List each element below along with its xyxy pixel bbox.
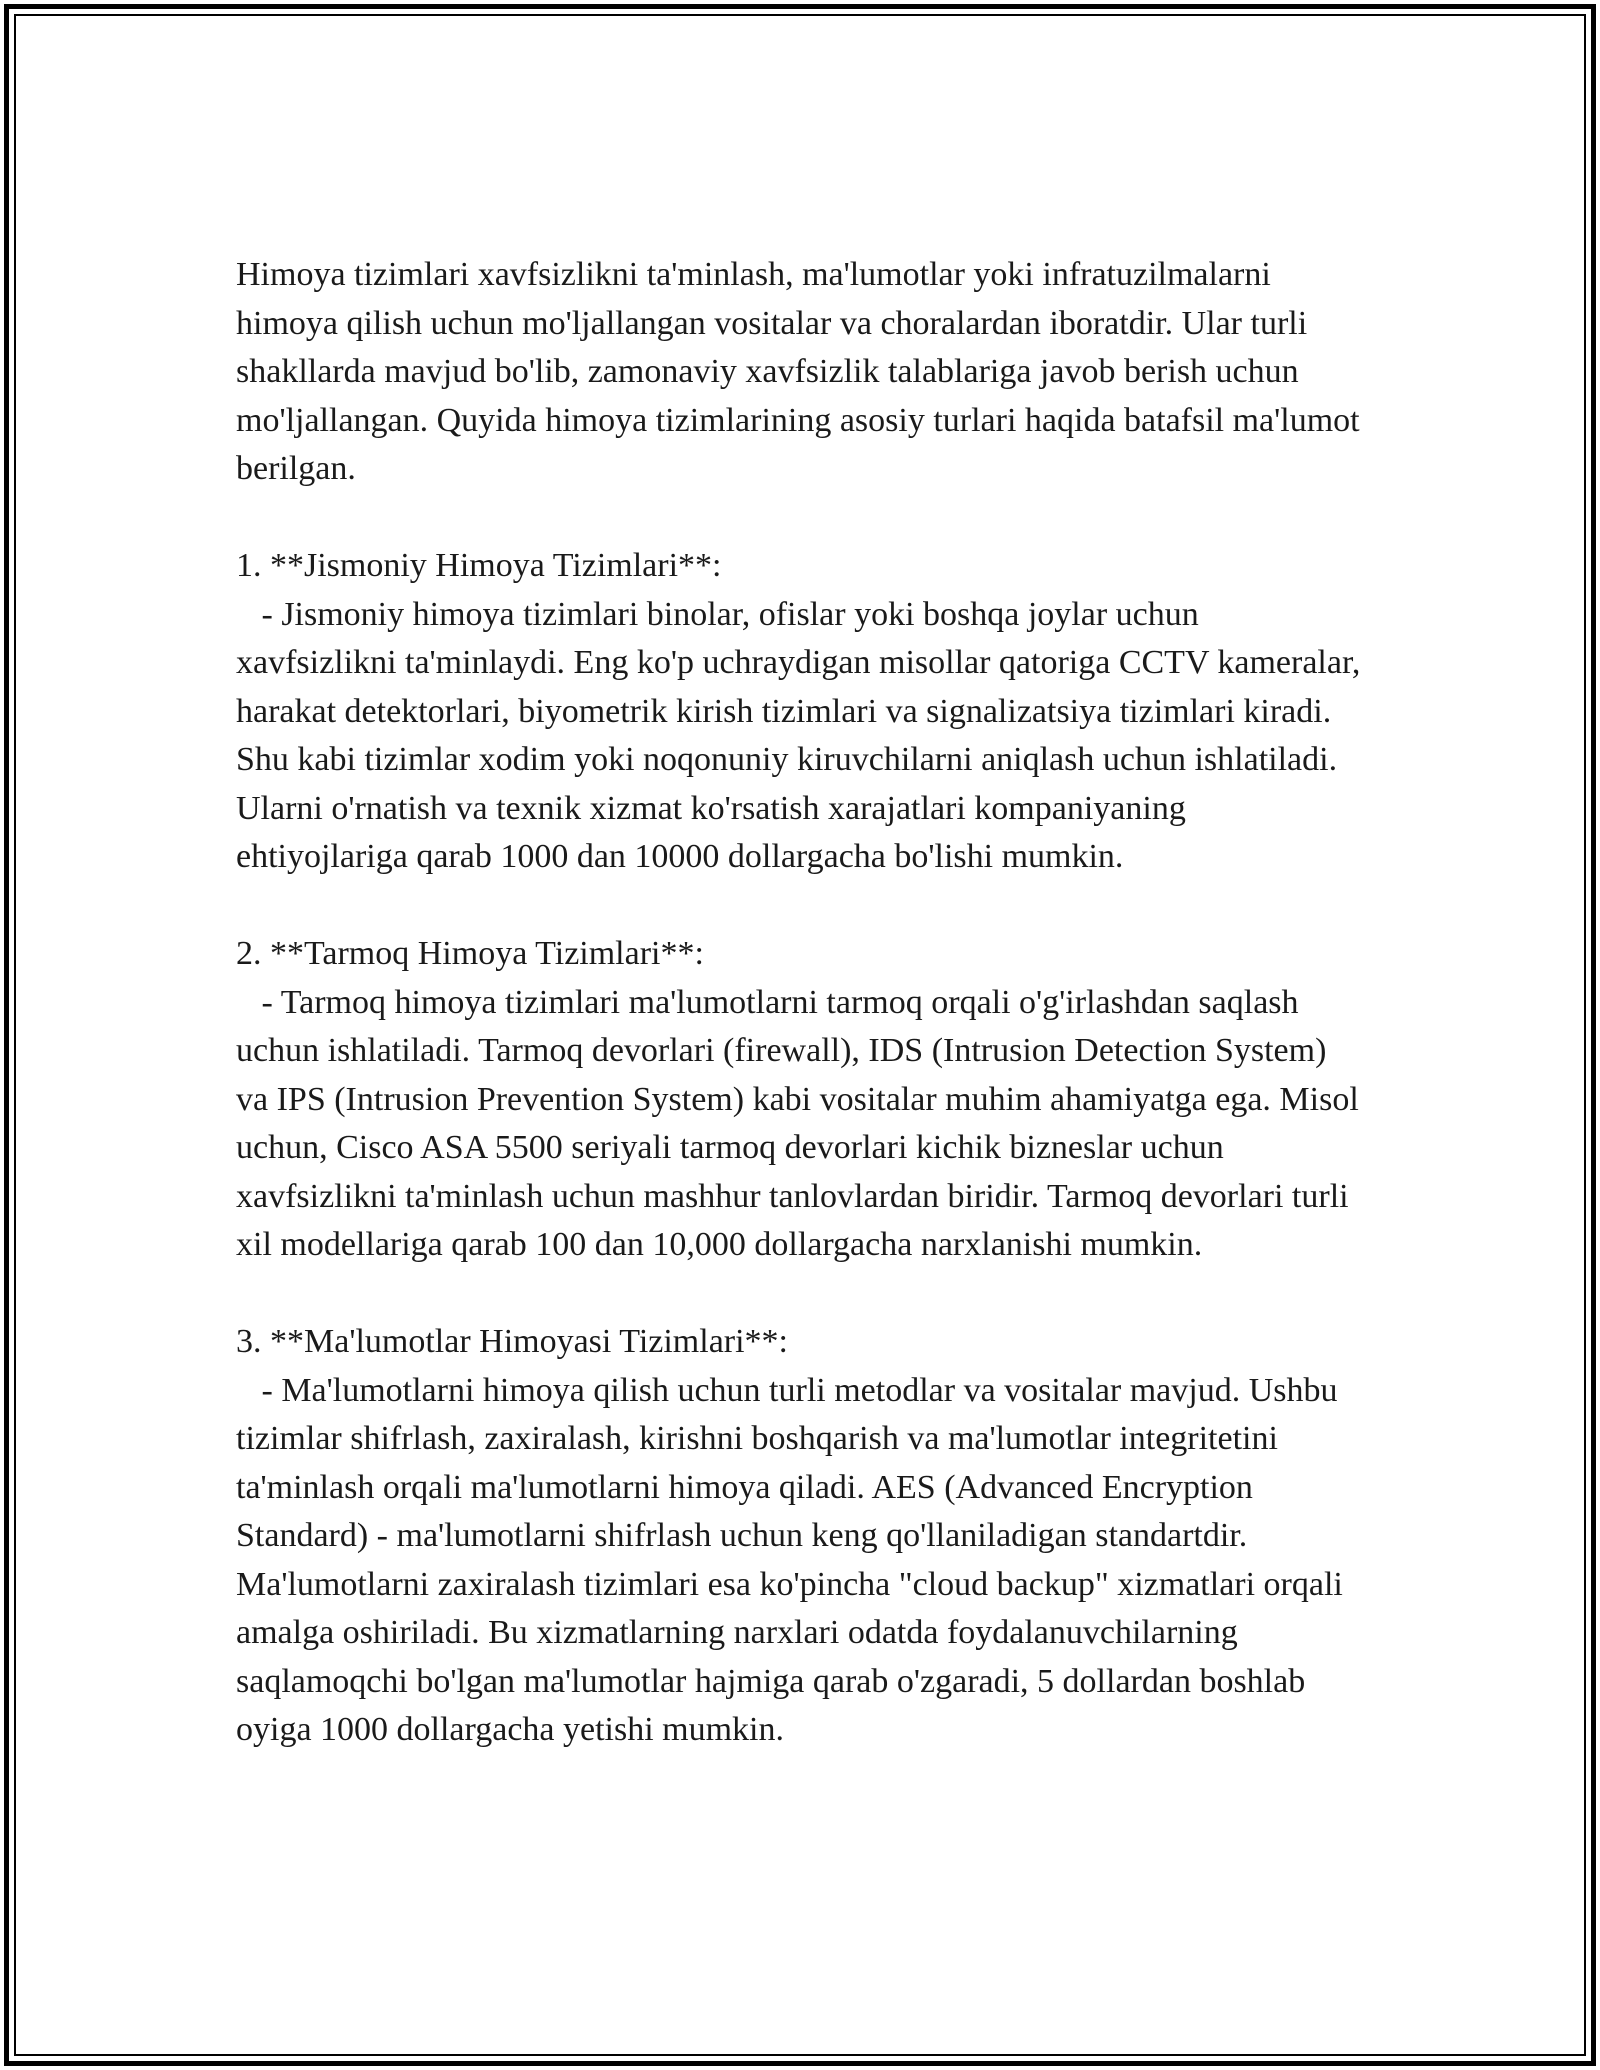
section-body-network: - Tarmoq himoya tizimlari ma'lumotlarni tarmoq orqali o'g'irlashdan saqlash uchun ishlatiladi. Tarmoq devorlari (firewall), IDS (Intrusion Detection System) va IPS (Intrusion Prevention System) kabi vositalar muhim ahamiyatga ega. Misol uchun, Cisco ASA 5500 seriyali tarmoq devorlari kichik bizneslar uchun xavfsizlikni ta'minlash uchun mashhur tanlovlardan biridir. Tarmoq devorlari turli xil modellariga qarab 100 dan 10,000 dollargacha narxlanishi mumkin. [236,983,1368,1263]
section-body-data: - Ma'lumotlarni himoya qilish uchun turli metodlar va vositalar mavjud. Ushbu tizimlar shifrlash, zaxiralash, kirishni boshqarish va ma'lumotlar integritetini ta'minlash orqali ma'lumotlarni himoya qiladi. AES (Advanced Encryption Standard) - ma'lumotlarni shifrlash uchun keng qo'llaniladigan standartdir. Ma'lumotlarni zaxiralash tizimlari esa ko'pincha "cloud backup" xizmatlari orqali amalga oshiriladi. Bu xizmatlarning narxlari odatda foydalanuvchilarning saqlamoqchi bo'lgan ma'lumotlar hajmiga qarab o'zgaradi, 5 dollardan boshlab oyiga 1000 dollargacha yetishi mumkin. [236,1371,1352,1748]
section-body-physical: - Jismoniy himoya tizimlari binolar, ofislar yoki boshqa joylar uchun xavfsizlikni ta'minlaydi. Eng ko'p uchraydigan misollar qatoriga CCTV kameralar, harakat detektorlari, biyometrik kirish tizimlari va signalizatsiya tizimlari kiradi. Shu kabi tizimlar xodim yoki noqonuniy kiruvchilarni aniqlash uchun ishlatiladi. Ularni o'rnatish va texnik xizmat ko'rsatish xarajatlari kompaniyaning ehtiyojlariga qarab 1000 dan 10000 dollargacha bo'lishi mumkin. [236,595,1369,875]
paragraph-spacer [236,882,1366,931]
intro-paragraph: Himoya tizimlari xavfsizlikni ta'minlash, ma'lumotlar yoki infratuzilmalarni himoya qilish uchun mo'ljallangan vositalar va choralardan iboratdir. Ular turli shakllarda mavjud bo'lib, zamonaviy xavfsizlik talablariga javob berish uchun mo'ljallangan. Quyida himoya tizimlarining asosiy turlari haqida batafsil ma'lumot berilgan. [236,256,1369,487]
section-heading-physical: 1. **Jismoniy Himoya Tizimlari**: [236,547,722,584]
section-heading-network: 2. **Tarmoq Himoya Tizimlari**: [236,935,704,972]
paragraph-spacer [236,494,1366,543]
document-body [236,251,1369,1755]
paragraph-spacer [236,1270,1366,1319]
section-heading-data: 3. **Ma'lumotlar Himoyasi Tizimlari**: [236,1323,789,1360]
